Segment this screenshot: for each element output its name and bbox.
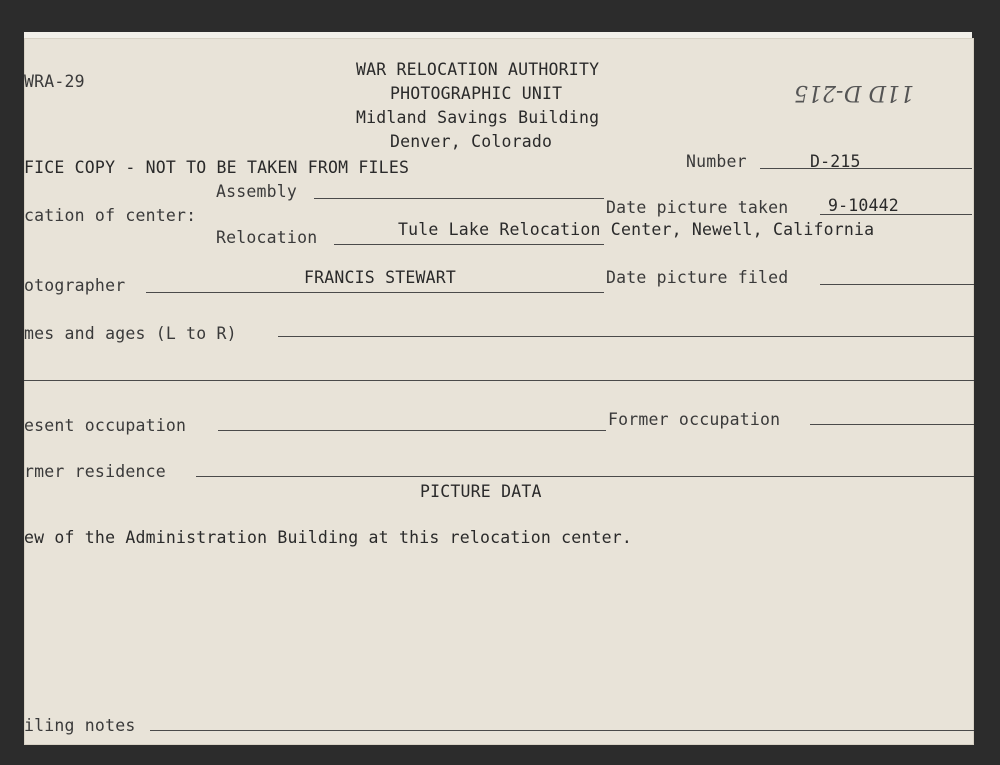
office-copy-notice: FICE COPY - NOT TO BE TAKEN FROM FILES: [24, 158, 410, 177]
names-ages-extra-line: [24, 380, 974, 381]
names-ages-line: [278, 336, 974, 337]
header-authority: WAR RELOCATION AUTHORITY: [356, 60, 600, 79]
form-code: WRA-29: [24, 72, 85, 91]
present-occupation-label: esent occupation: [24, 416, 187, 435]
present-occupation-line: [218, 430, 606, 431]
photographer-line: [146, 292, 604, 293]
filing-notes-line: [150, 730, 974, 731]
photographer-label: otographer: [24, 276, 126, 295]
picture-data-heading: PICTURE DATA: [420, 482, 542, 501]
former-occupation-line: [810, 424, 974, 425]
names-ages-label: mes and ages (L to R): [24, 324, 237, 343]
header-city: Denver, Colorado: [390, 132, 553, 151]
date-taken-value: 9-10442: [828, 196, 899, 215]
relocation-value: Tule Lake Relocation Center, Newell, California: [398, 220, 875, 239]
photographer-value: FRANCIS STEWART: [304, 268, 457, 287]
number-label: Number: [686, 152, 747, 171]
filing-notes-label: iling notes: [24, 716, 136, 735]
handwritten-file-number: 11D D-215: [794, 80, 915, 105]
location-of-center-label: cation of center:: [24, 206, 197, 225]
relocation-line: [334, 244, 604, 245]
former-residence-label: rmer residence: [24, 462, 166, 481]
relocation-label: Relocation: [216, 228, 318, 247]
former-residence-line: [196, 476, 974, 477]
assembly-label: Assembly: [216, 182, 298, 201]
header-building: Midland Savings Building: [356, 108, 600, 127]
assembly-line: [314, 198, 604, 199]
number-line: [760, 168, 972, 169]
date-filed-label: Date picture filed: [606, 268, 789, 287]
number-value: D-215: [810, 152, 861, 171]
date-filed-line: [820, 284, 974, 285]
header-unit: PHOTOGRAPHIC UNIT: [390, 84, 563, 103]
index-card: [24, 38, 974, 745]
picture-data-text: ew of the Administration Building at this relocation center.: [24, 528, 633, 547]
date-taken-label: Date picture taken: [606, 198, 789, 217]
former-occupation-label: Former occupation: [608, 410, 781, 429]
